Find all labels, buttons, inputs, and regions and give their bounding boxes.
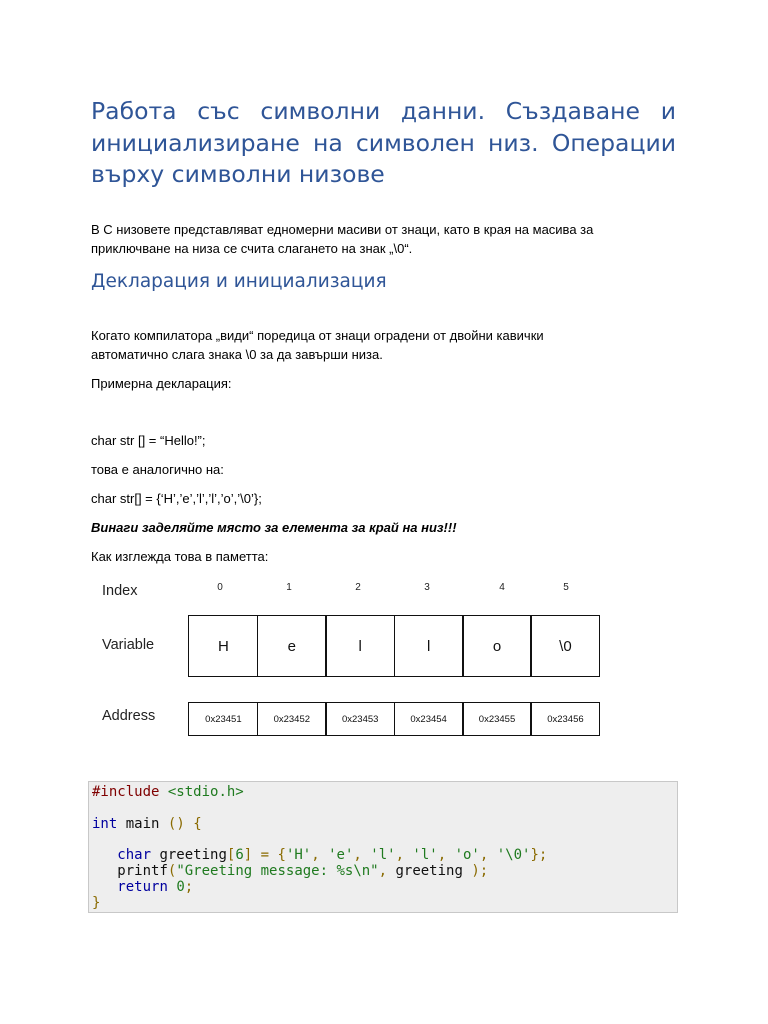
code-line [92, 880, 674, 896]
code-punctuation: [ [226, 847, 236, 864]
memory-diagram [100, 578, 610, 748]
code-punctuation: }; [530, 847, 548, 864]
code-line [92, 896, 674, 912]
function-call: printf [117, 862, 168, 879]
char-literal: '\0' [496, 847, 531, 864]
code-line-blank [92, 832, 674, 848]
address-cell: 0x23453 [325, 702, 395, 736]
variable-cell: o [462, 615, 532, 677]
index-cell: 5 [563, 582, 569, 593]
code-punctuation: { [193, 815, 202, 832]
char-literal: 'o' [454, 847, 480, 864]
code-line [92, 817, 674, 833]
char-literal: 'H' [285, 847, 312, 864]
address-cell: 0x23456 [530, 702, 600, 736]
code-block [88, 781, 678, 913]
memory-label: Как изглежда това в паметта: [91, 549, 269, 564]
variable-cell: l [325, 615, 395, 677]
char-literal: 'l' [370, 847, 396, 864]
section-heading: Декларация и инициализация [91, 271, 387, 292]
code-line-blank [92, 801, 674, 817]
declaration-1: char str [] = “Hello!”; [91, 433, 206, 448]
variable-cell: e [257, 615, 327, 677]
code-line: char greeting[6] = {'H', 'e', 'l', 'l', 'o', '\0'}; [117, 847, 548, 864]
array-size: 6 [235, 847, 244, 864]
code-punctuation: = [260, 847, 270, 864]
code-punctuation: ); [471, 862, 489, 879]
include-keyword: #include [92, 784, 160, 800]
address-cell: 0x23454 [394, 702, 464, 736]
variable-row [190, 615, 600, 677]
code-punctuation: } [92, 894, 101, 911]
code-punctuation: ] [243, 847, 253, 864]
char-literal: 'e' [328, 847, 354, 864]
string-literal: "Greeting message: %s\n" [176, 862, 379, 879]
declaration-2: char str[] = {‘H’,’e’,’l’,’l’,’o’,’\0’}; [91, 491, 262, 506]
variable-cell: H [188, 615, 258, 677]
variable-name: greeting [395, 862, 463, 879]
code-punctuation: ; [184, 878, 194, 895]
char-literal: 'l' [412, 847, 438, 864]
compiler-paragraph [91, 326, 676, 364]
address-cell: 0x23455 [462, 702, 532, 736]
index-cell: 0 [217, 582, 223, 593]
address-cell: 0x23451 [188, 702, 258, 736]
code-line [92, 785, 674, 801]
function-name: main [125, 815, 160, 832]
variable-cell: l [394, 615, 464, 677]
index-cell: 3 [424, 582, 430, 593]
variable-cell: \0 [530, 615, 600, 677]
int-keyword: int [92, 815, 118, 832]
index-cell: 1 [286, 582, 292, 593]
page-title: Работа със символни данни. Създаване и инициализиране на символен низ. Операции върху символни низове [91, 97, 676, 188]
equivalent-label: това е аналогично на: [91, 462, 224, 477]
variable-row-label: Variable [102, 637, 155, 653]
variable-name: greeting [159, 847, 227, 864]
compiler-line-1: Когато компилатора „види“ поредица от знаци оградени от двойни кавички [91, 328, 544, 343]
address-row-label: Address [102, 708, 156, 724]
index-cell: 4 [499, 582, 505, 593]
code-line: printf("Greeting message: %s\n", greeting ); [117, 862, 489, 879]
code-punctuation: { [277, 847, 286, 864]
intro-paragraph: В С низовете представляват едномерни масиви от знаци, като в края на масива за приключване на низа се счита слагането на знак „\0“. [91, 222, 594, 256]
compiler-line-2: автоматично слага знака \0 за да завърши низа. [91, 347, 383, 362]
code-punctuation: ( [167, 862, 177, 879]
index-cell: 2 [355, 582, 361, 593]
include-header: <stdio.h> [167, 784, 244, 800]
return-keyword: return [117, 878, 168, 895]
warning-note: Винаги заделяйте място за елемента за край на низ!!! [91, 520, 457, 535]
code-punctuation: () [167, 815, 185, 832]
example-label: Примерна декларация: [91, 376, 232, 391]
char-keyword: char [117, 847, 152, 864]
address-cell: 0x23452 [257, 702, 327, 736]
index-row-label: Index [102, 583, 138, 599]
address-row [190, 702, 600, 736]
return-value: 0 [176, 878, 185, 895]
